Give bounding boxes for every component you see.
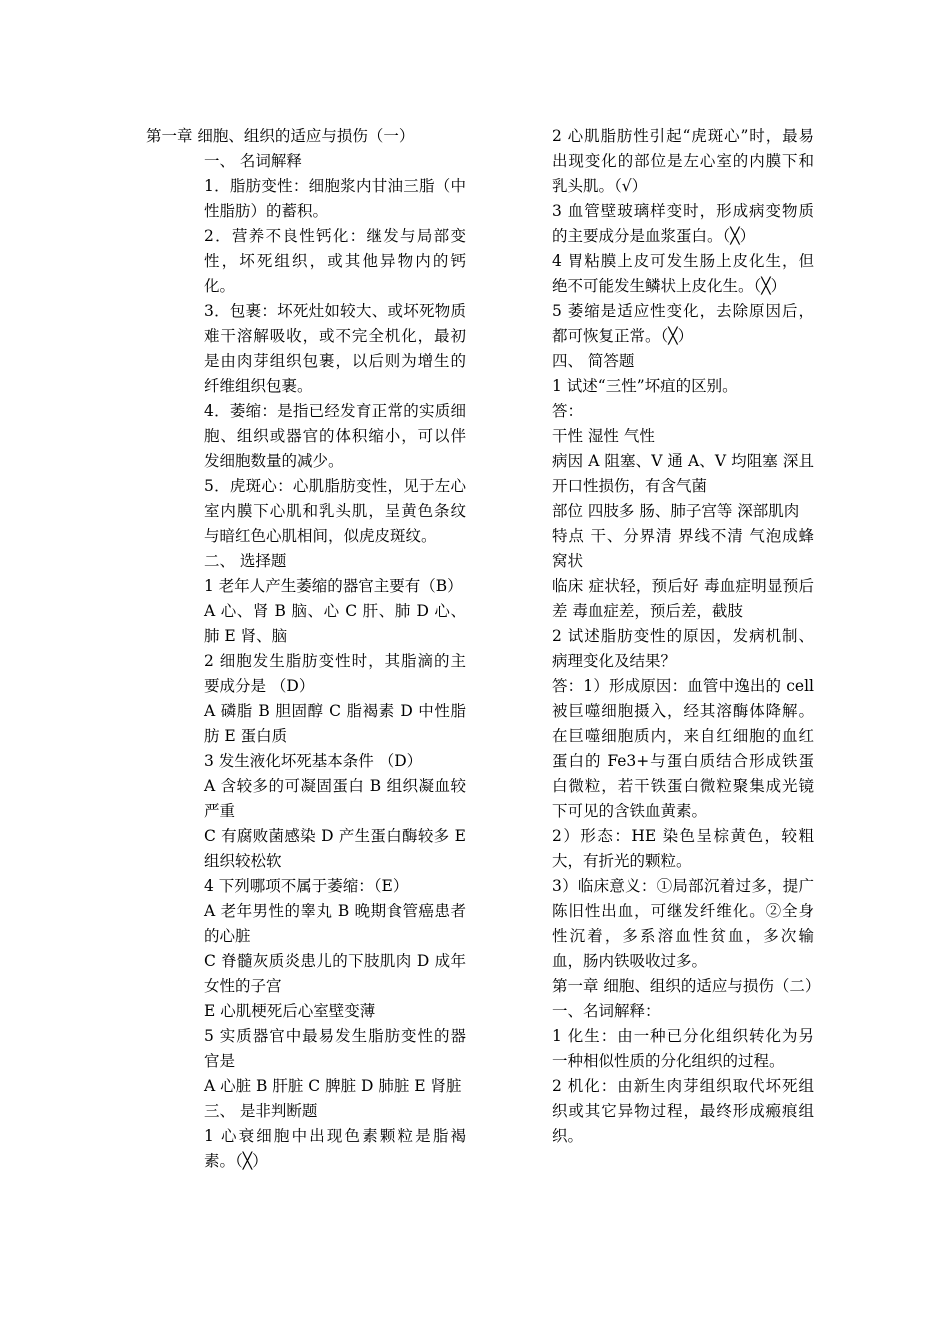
chapter-title-part-two: 第一章 细胞、组织的适应与损伤（二） [552, 977, 821, 995]
term-metaplasia: 1 化生：由一种已分化组织转化为另一种相似性质的分化组织的过程。 [552, 1027, 814, 1070]
gangrene-row-feature: 特点 干、分界清 界线不清 气泡成蜂窝状 [552, 527, 814, 570]
section-heading-short-answer: 四、 简答题 [552, 352, 635, 370]
question-text: 2 细胞发生脂肪变性时，其脂滴的主要成分是 （D） [204, 652, 466, 695]
question-text: 1 老年人产生萎缩的器官主要有（B） [204, 577, 463, 595]
question-options: A 磷脂 B 胆固醇 C 脂褐素 D 中性脂肪 E 蛋白质 [204, 702, 466, 745]
chapter-title: 第一章 细胞、组织的适应与损伤（一） [146, 127, 415, 145]
gangrene-row-cause: 病因 A 阻塞、V 通 A、V 均阻塞 深且开口性损伤，有含气菌 [552, 452, 814, 495]
question-text: 5 实质器官中最易发生脂肪变性的器官是 [204, 1027, 466, 1070]
term-atrophy: 4．萎缩：是指已经发育正常的实质细胞、组织或器官的体积缩小，可以伴发细胞数量的减少。 [204, 402, 466, 470]
judgment-item: 5 萎缩是适应性变化，去除原因后，都可恢复正常。（╳） [552, 302, 814, 345]
question-options: C 有腐败菌感染 D 产生蛋白酶较多 E 组织较松软 [204, 827, 466, 870]
judgment-item: 1 心衰细胞中出现色素颗粒是脂褐素。（╳） [204, 1127, 466, 1170]
judgment-item: 2 心肌脂肪性引起“虎斑心”时，最易出现变化的部位是左心室的内膜下和乳头肌。（√） [552, 127, 814, 195]
question-options: A 心脏 B 肝脏 C 脾脏 D 肺脏 E 肾脏 [204, 1077, 462, 1095]
answer-part-clinical: 3）临床意义：①局部沉着过多，提广陈旧性出血，可继发纤维化。②全身性沉着，多系溶血性贫血，多次输血，肠内铁吸收过多。 [552, 877, 814, 970]
section-heading-choice: 二、 选择题 [204, 552, 287, 570]
left-column [204, 149, 466, 1174]
question-options: C 脊髓灰质炎患儿的下肢肌肉 D 成年女性的子宫 [204, 952, 466, 995]
short-answer-question: 2 试述脂肪变性的原因，发病机制、病理变化及结果？ [552, 627, 814, 670]
answer-label: 答： [552, 402, 584, 420]
question-text: 4 下列哪项不属于萎缩：（E） [204, 877, 409, 895]
section-heading-terms: 一、 名词解释 [204, 152, 302, 170]
question-options: A 心、肾 B 脑、心 C 肝、肺 D 心、肺 E 肾、脑 [204, 602, 466, 645]
judgment-item: 4 胃粘膜上皮可发生肠上皮化生，但绝不可能发生鳞状上皮化生。（╳） [552, 252, 814, 295]
section-heading-terms: 一、名词解释： [552, 1002, 661, 1020]
term-dystrophic-calcification: 2．营养不良性钙化：继发与局部变性，坏死组织，或其他异物内的钙化。 [204, 227, 466, 295]
question-options: A 老年男性的睾丸 B 晚期食管癌患者的心脏 [204, 902, 466, 945]
right-column [552, 124, 821, 1149]
section-heading-true-false: 三、 是非判断题 [204, 1102, 318, 1120]
term-organization: 2 机化：由新生肉芽组织取代坏死组织或其它异物过程，最终形成瘢痕组织。 [552, 1077, 814, 1145]
question-options: E 心肌梗死后心室壁变薄 [204, 1002, 376, 1020]
judgment-item: 3 血管壁玻璃样变时，形成病变物质的主要成分是血浆蛋白。（╳） [552, 202, 814, 245]
term-tiger-heart: 5．虎斑心：心肌脂肪变性，见于左心室内膜下心肌和乳头肌，呈黄色条纹与暗红色心肌相间，似虎皮斑纹。 [204, 477, 466, 545]
question-text: 3 发生液化坏死基本条件 （D） [204, 752, 423, 770]
term-encapsulation: 3．包裹：坏死灶如较大、或坏死物质难干溶解吸收，或不完全机化，最初是由肉芽组织包裹，以后则为增生的纤维组织包裹。 [204, 302, 466, 395]
term-fatty-degeneration: 1．脂肪变性：细胞浆内甘油三脂（中性脂肪）的蓄积。 [204, 177, 466, 220]
gangrene-row-site: 部位 四肢多 肠、肺子宫等 深部肌肉 [552, 502, 800, 520]
answer-part-cause: 答：1）形成原因：血管中逸出的 cell 被巨噬细胞摄入，经其溶酶体降解。在巨噬细胞质内，来自红细胞的血红蛋白的 Fe3+与蛋白质结合形成铁蛋白微粒，若干铁蛋白微粒聚集成光镜下可见的含铁血黄素。 [552, 677, 814, 820]
short-answer-question: 1 试述“三性”坏疽的区别。 [552, 377, 738, 395]
gangrene-row-clinical: 临床 症状轻，预后好 毒血症明显预后差 毒血症差，预后差，截肢 [552, 577, 814, 620]
question-options: A 含较多的可凝固蛋白 B 组织凝血较严重 [204, 777, 466, 820]
answer-part-morphology: 2）形态：HE 染色呈棕黄色，较粗大，有折光的颗粒。 [552, 827, 814, 870]
gangrene-table-header: 干性 湿性 气性 [552, 427, 655, 445]
